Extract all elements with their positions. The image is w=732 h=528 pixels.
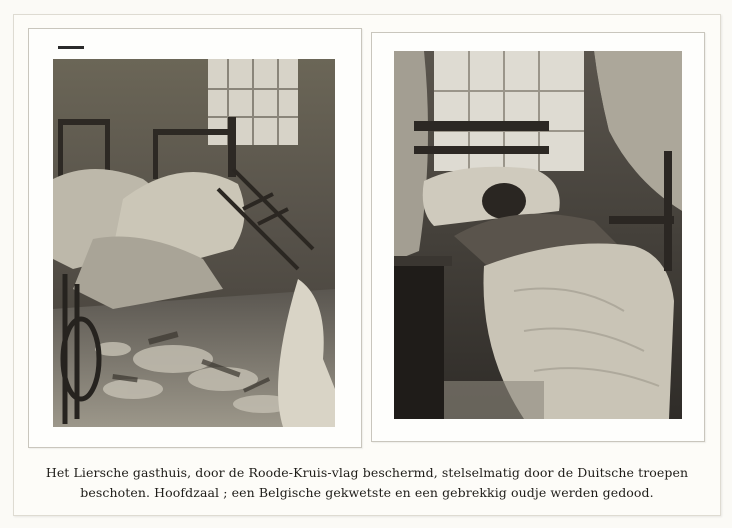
ward-bed-photo (394, 51, 682, 419)
ward-debris-photo (53, 59, 335, 427)
document-page (13, 14, 721, 516)
caption-line-1: Het Liersche gasthuis, door de Roode-Kruis-vlag beschermd, stelselmatig door de Duitsche troepen (45, 465, 689, 480)
plate-mark (58, 46, 84, 49)
right-photo-plate (371, 32, 705, 442)
figure-caption (24, 463, 710, 503)
caption-line-2: beschoten. Hoofdzaal ; een Belgische gekwetste en een gebrekkig oudje werden gedood. (80, 485, 654, 500)
left-photo-plate (28, 28, 362, 448)
